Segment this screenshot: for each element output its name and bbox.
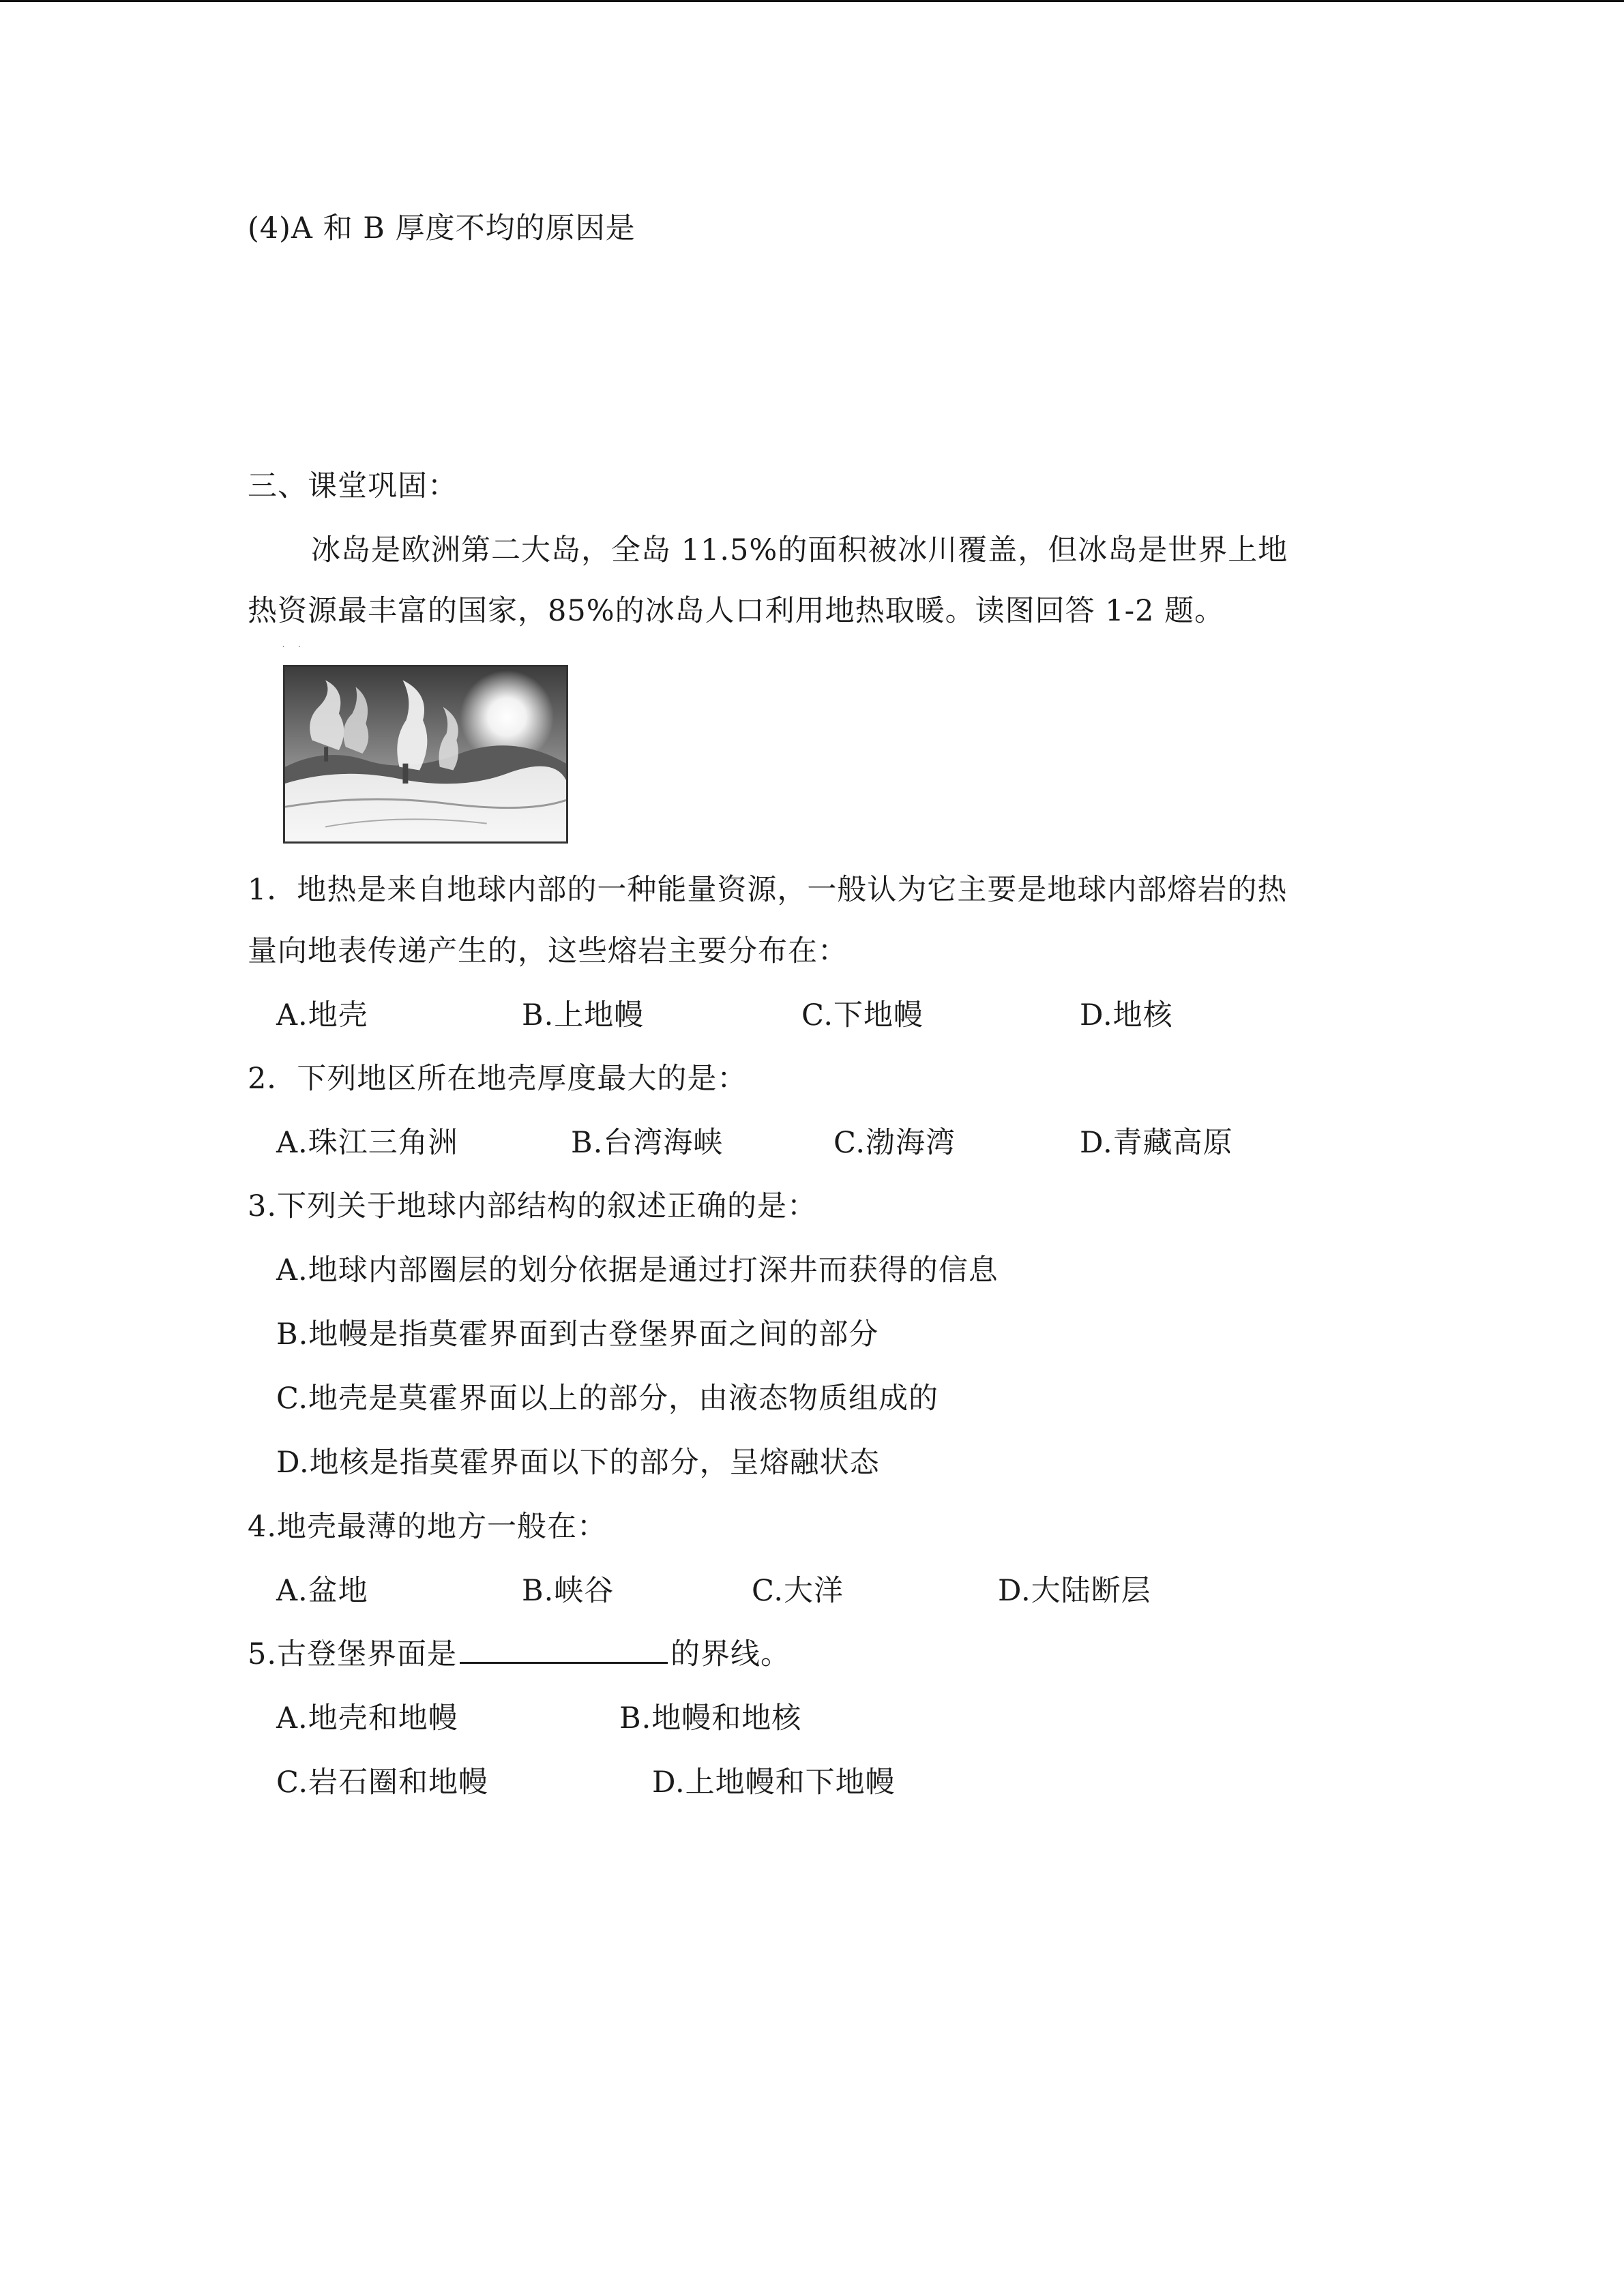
q4-option-c: C.大洋 — [752, 1574, 844, 1608]
q5-stem-after: 的界线。 — [670, 1637, 791, 1671]
q4-option-b: B.峡谷 — [522, 1574, 615, 1608]
q3-option-d: D.地核是指莫霍界面以下的部分，呈熔融状态 — [276, 1446, 880, 1480]
question-4-prompt: (4)A 和 B 厚度不均的原因是 — [248, 211, 636, 245]
intro-line-2: 热资源最丰富的国家，85%的冰岛人口利用地热取暖。读图回答 1-2 题。 — [248, 594, 1225, 628]
q2-option-c: C.渤海湾 — [833, 1126, 956, 1160]
q2-option-b: B.台湾海峡 — [571, 1126, 724, 1160]
section-title: 三、课堂巩固： — [248, 469, 458, 503]
q5-option-b: B.地幔和地核 — [619, 1701, 802, 1735]
question-1-line-1: 1．地热是来自地球内部的一种能量资源，一般认为它主要是地球内部熔岩的热 — [248, 873, 1288, 907]
q5-option-a: A.地壳和地幔 — [276, 1701, 458, 1735]
geothermal-steam-photo — [283, 665, 568, 844]
q3-option-a: A.地球内部圈层的划分依据是通过打深井而获得的信息 — [276, 1253, 999, 1287]
q1-option-a: A.地壳 — [276, 998, 368, 1032]
page-top-border — [0, 0, 1624, 2]
q1-option-c: C.下地幔 — [801, 998, 924, 1032]
q4-option-a: A.盆地 — [276, 1574, 368, 1608]
q5-option-c: C.岩石圈和地幔 — [276, 1765, 489, 1800]
question-2-line-1: 2．下列地区所在地壳厚度最大的是： — [248, 1062, 748, 1096]
question-5-line-1 — [248, 1635, 791, 1674]
question-4-line-1: 4.地壳最薄的地方一般在： — [248, 1510, 608, 1544]
tiny-marks: ˙ ˙ — [281, 645, 306, 656]
q2-option-d: D.青藏高原 — [1080, 1126, 1233, 1160]
intro-line-1: 冰岛是欧洲第二大岛，全岛 11.5%的面积被冰川覆盖，但冰岛是世界上地 — [311, 533, 1288, 567]
q3-option-c: C.地壳是莫霍界面以上的部分，由液态物质组成的 — [276, 1382, 939, 1416]
q5-fill-blank[interactable] — [460, 1635, 668, 1664]
q1-option-b: B.上地幔 — [522, 998, 645, 1032]
q1-option-d: D.地核 — [1080, 998, 1173, 1032]
q5-stem-before: 5.古登堡界面是 — [248, 1637, 458, 1671]
question-1-line-2: 量向地表传递产生的，这些熔岩主要分布在： — [248, 934, 848, 968]
q4-option-d: D.大陆断层 — [998, 1574, 1151, 1608]
q3-option-b: B.地幔是指莫霍界面到古登堡界面之间的部分 — [276, 1317, 879, 1352]
question-3-line-1: 3.下列关于地球内部结构的叙述正确的是： — [248, 1189, 818, 1223]
q2-option-a: A.珠江三角洲 — [276, 1126, 458, 1160]
q5-option-d: D.上地幔和下地幔 — [652, 1765, 896, 1800]
